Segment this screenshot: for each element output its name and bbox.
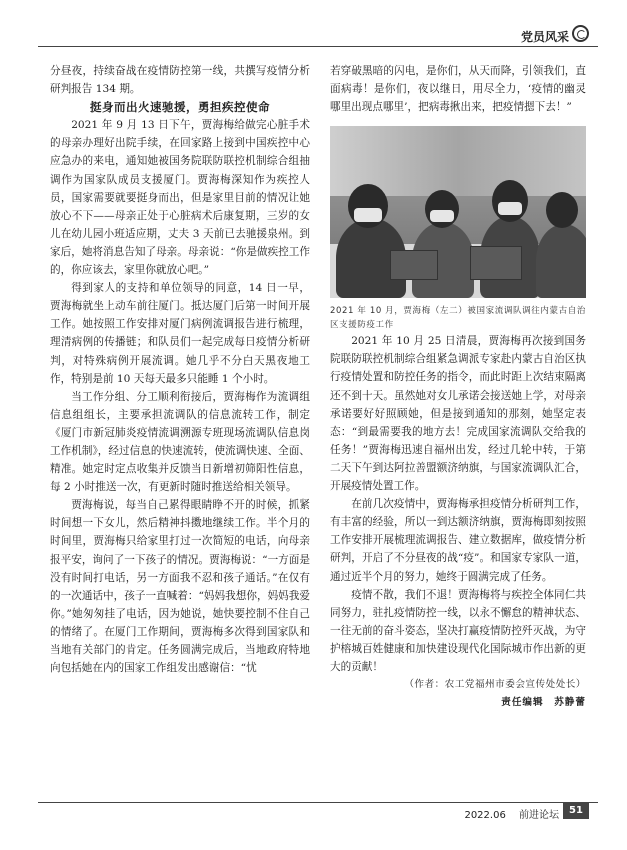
paragraph: 2021 年 10 月 25 日清晨，贾海梅再次接到国务院联防联控机制综合组紧急调派专家赴内蒙古自治区执行疫情处置和防控任务的指令，而此时距上次结束隔离还不到十天。虽然她对女儿承诺会接送她上学，对母亲承诺要好好照顾她，但是接到通知的那刻，她坚定表态：“到最需要我的地方去！完成国家流调队交给我的任务！”贾海梅迅速自福州出发，经过几轮中转，于第二天下午到达阿拉善盟额济纳旗，与国家流调队汇合，开展疫情处置工作。	[330, 335, 586, 493]
left-column	[50, 62, 310, 677]
editor-credit: 责任编辑 苏静蕾	[501, 697, 586, 709]
footer-divider	[38, 802, 598, 803]
paragraph: 当工作分组、分工顺利衔接后，贾海梅作为流调组信息组组长，主要承担流调队的信息流转工作，制定《厦门市新冠肺炎疫情流调溯源专班现场流调队信息岗工作机制》，经过信息的快速流转，使流调快速、全面、精准。她定时定点收集并反馈当日新增初筛阳性信息，每 2 小时推送一次，有更新时随时推送给相关领导。	[50, 390, 310, 494]
magazine-name: 前进论坛	[519, 810, 559, 821]
footer	[464, 806, 559, 821]
page-number: 51	[563, 803, 589, 819]
magazine-logo-icon	[572, 25, 589, 42]
paragraph: 在前几次疫情中，贾海梅承担疫情分析研判工作，有丰富的经验，所以一到达额济纳旗，贾海梅即刻按照工作安排开展梳理流调报告、建立数据库，做疫情分析研判，开启了不分昼夜的战“疫”。和国家专家队一道，通过近半个月的努力，她终于圆满完成了任务。	[330, 498, 586, 583]
section-title: 党员风采	[520, 30, 569, 44]
author-credit: （作者：农工党福州市委会宣传处处长）	[404, 679, 586, 691]
paragraph: 若穿破黑暗的闪电，是你们，从天而降，引领我们，直面病毒！是你们，夜以继日，用尽全力，‘疫情的幽灵哪里出现点哪里’，把病毒揪出来，把疫情摁下去！”	[330, 65, 586, 114]
photo-caption: 2021 年 10 月，贾海梅（左二）被国家流调队调往内蒙古自治区支援防疫工作	[330, 306, 586, 331]
paragraph: 2021 年 9 月 13 日下午，贾海梅给做完心脏手术的母亲办理好出院手续，在回家路上接到中国疾控中心应急办的来电，通知她被国务院联防联控机制综合组抽调作为国家队成员支援厦门。贾海梅深知作为疾控人员，国家需要就要挺身而出，但是家里目前的情况让她放心不下——母亲正处于心脏病术后康复期，三岁的女儿在幼儿园小班适应期，丈夫 3 天前已去驰援泉州。到家后，她将消息告知了母亲。母亲说：“你是做疾控工作的，你应该去，家里你就放心吧。”	[50, 119, 310, 277]
article-photo	[330, 126, 586, 298]
right-column	[330, 62, 586, 712]
paragraph: 分昼夜，持续奋战在疫情防控第一线，共撰写疫情分析研判报告 134 期。	[50, 65, 310, 96]
issue-date: 2022.06	[464, 810, 506, 821]
paragraph: 得到家人的支持和单位领导的同意，14 日一早，贾海梅就坐上动车前往厦门。抵达厦门后第一时间开展工作。她按照工作安排对厦门病例流调报告进行梳理，理清病例的传播链；和队员们一起完成每日疫情分析研判，对特殊病例开展流调。她几乎不分白天黑夜地工作，特别是前 10 天每天最多只能睡 1 个小时。	[50, 282, 310, 385]
paragraph: 贾海梅说，每当自己累得眼睛睁不开的时候，抓紧时间想一下女儿，然后精神抖擞地继续工作。半个月的时间里，贾海梅只给家里打过一次简短的电话，向母亲报平安，询问了一下孩子的情况。贾海梅说：“一方面是没有时间打电话，另一方面我不忍和孩子通话。”在仅有的一次通话中，孩子一直喊着：“妈妈我想你，妈妈我爱你。”她匆匆挂了电话，因为她说，她快要控制不住自己的情绪了。在厦门工作期间，贾海梅多次得到国家队和当地有关部门的肯定。任务圆满完成后，当地政府特地向包括她在内的国家工作组发出感谢信：“忧	[50, 499, 310, 675]
section-heading: 挺身而出火速驰援，勇担疾控使命	[90, 100, 270, 115]
header-divider	[38, 46, 598, 47]
paragraph: 疫情不散，我们不退！贾海梅将与疾控全体同仁共同努力，驻扎疫情防控一线，以永不懈怠的精神状态、一往无前的奋斗姿态，坚决打赢疫情防控歼灭战，为守护榕城百姓健康和加快建设现代化国际城市作出新的更大的贡献！	[330, 588, 586, 673]
